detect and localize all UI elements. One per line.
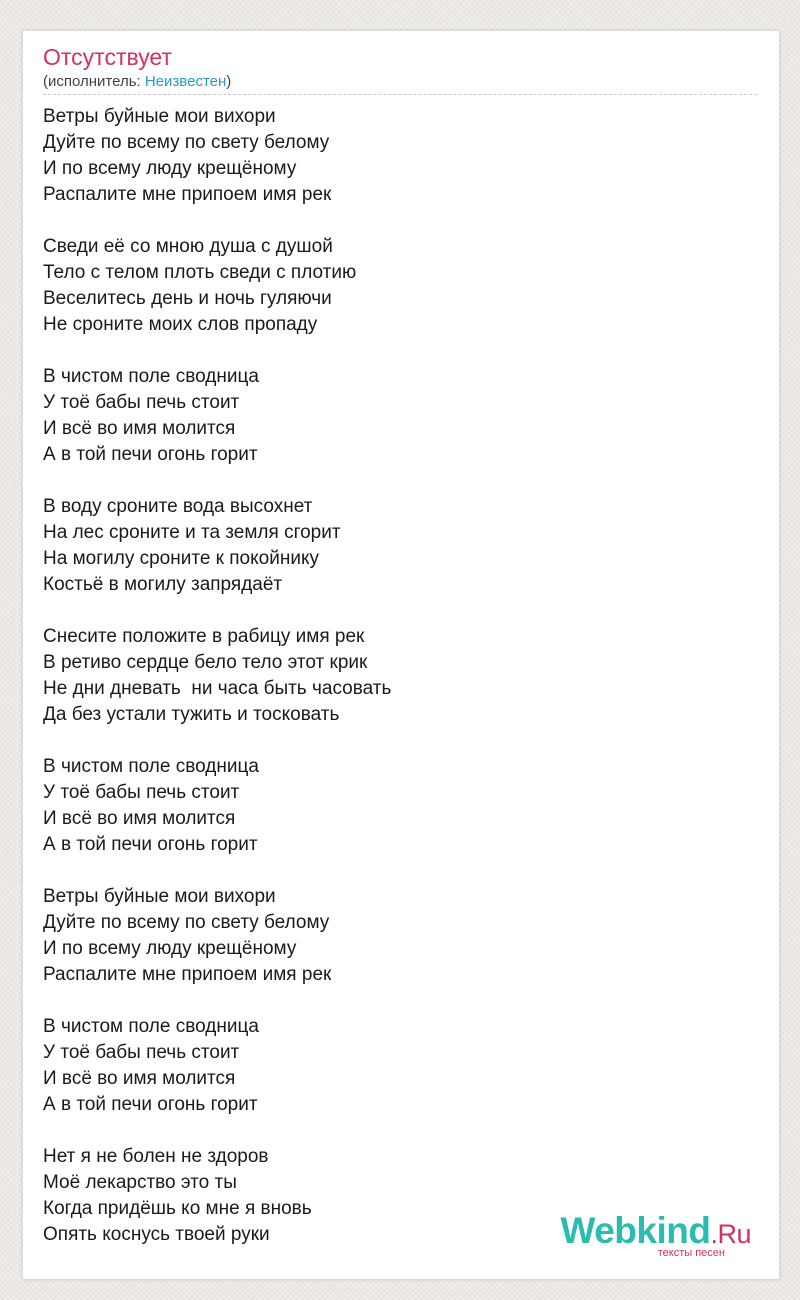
lyric-line: В чистом поле сводница: [43, 366, 259, 387]
lyric-line: Дуйте по всему по свету белому: [43, 132, 330, 153]
lyric-line: А в той печи огонь горит: [43, 1094, 258, 1115]
lyrics-stanza: [43, 624, 757, 728]
lyric-line: А в той печи огонь горит: [43, 444, 258, 465]
webkind-logo[interactable]: [560, 1210, 751, 1259]
lyric-line: Веселитесь день и ночь гуляючи: [43, 288, 332, 309]
lyric-line: В воду сроните вода высохнет: [43, 496, 313, 517]
lyric-line: Костьё в могилу запрядаёт: [43, 574, 283, 595]
lyric-line: Нет я не болен не здоров: [43, 1146, 269, 1167]
lyric-line: И по всему люду крещёному: [43, 938, 297, 959]
lyric-line: Сведи её со мною душа с душой: [43, 236, 333, 257]
lyric-line: Не сроните моих слов пропаду: [43, 314, 318, 335]
lyric-line: И всё во имя молится: [43, 808, 236, 829]
lyric-line: Моё лекарство это ты: [43, 1172, 237, 1193]
lyric-line: Опять коснусь твоей руки: [43, 1224, 270, 1245]
lyrics-stanza: [43, 104, 757, 208]
title-divider: [43, 94, 757, 95]
artist-name-link[interactable]: Неизвестен: [144, 73, 227, 90]
lyric-line: На могилу сроните к покойнику: [43, 548, 319, 569]
lyric-line: В чистом поле сводница: [43, 1016, 259, 1037]
lyrics-stanza: [43, 884, 757, 988]
lyric-line: На лес сроните и та земля сгорит: [43, 522, 341, 543]
lyric-line: В ретиво сердце бело тело этот крик: [43, 652, 368, 673]
lyric-line: Ветры буйные мои вихори: [43, 106, 276, 127]
lyric-line: И по всему люду крещёному: [43, 158, 297, 179]
lyric-line: В чистом поле сводница: [43, 756, 259, 777]
lyric-line: А в той печи огонь горит: [43, 834, 258, 855]
lyric-line: Ветры буйные мои вихори: [43, 886, 276, 907]
song-title: Отсутствует: [43, 44, 172, 70]
lyric-line: Когда придёшь ко мне я вновь: [43, 1198, 312, 1219]
lyrics-stanza: [43, 364, 757, 468]
artist-prefix: (исполнитель:: [43, 73, 145, 90]
logo-tld: .Ru: [710, 1219, 751, 1249]
artist-line: [43, 73, 231, 91]
lyric-line: И всё во имя молится: [43, 1068, 236, 1089]
lyric-line: И всё во имя молится: [43, 418, 236, 439]
lyrics-text: [43, 104, 757, 1274]
lyric-line: У тоё бабы печь стоит: [43, 1042, 240, 1063]
lyric-line: У тоё бабы печь стоит: [43, 392, 240, 413]
lyric-line: Да без устали тужить и тосковать: [43, 704, 340, 725]
lyric-line: Распалите мне припоем имя рек: [43, 184, 332, 205]
lyrics-stanza: [43, 234, 757, 338]
lyric-line: Снесите положите в рабицу имя рек: [43, 626, 365, 647]
lyric-line: У тоё бабы печь стоит: [43, 782, 240, 803]
logo-tagline: тексты песен: [657, 1247, 725, 1259]
lyric-line: Тело с телом плоть сведи с плотию: [43, 262, 357, 283]
lyrics-stanza: [43, 494, 757, 598]
logo-word: Webkind: [560, 1210, 711, 1251]
lyrics-stanza: [43, 754, 757, 858]
lyric-line: Дуйте по всему по свету белому: [43, 912, 330, 933]
lyrics-card: [22, 30, 780, 1280]
lyric-line: Распалите мне припоем имя рек: [43, 964, 332, 985]
artist-suffix: ): [226, 73, 232, 90]
lyric-line: Не дни дневать ни часа быть часовать: [43, 678, 392, 699]
lyrics-stanza: [43, 1014, 757, 1118]
